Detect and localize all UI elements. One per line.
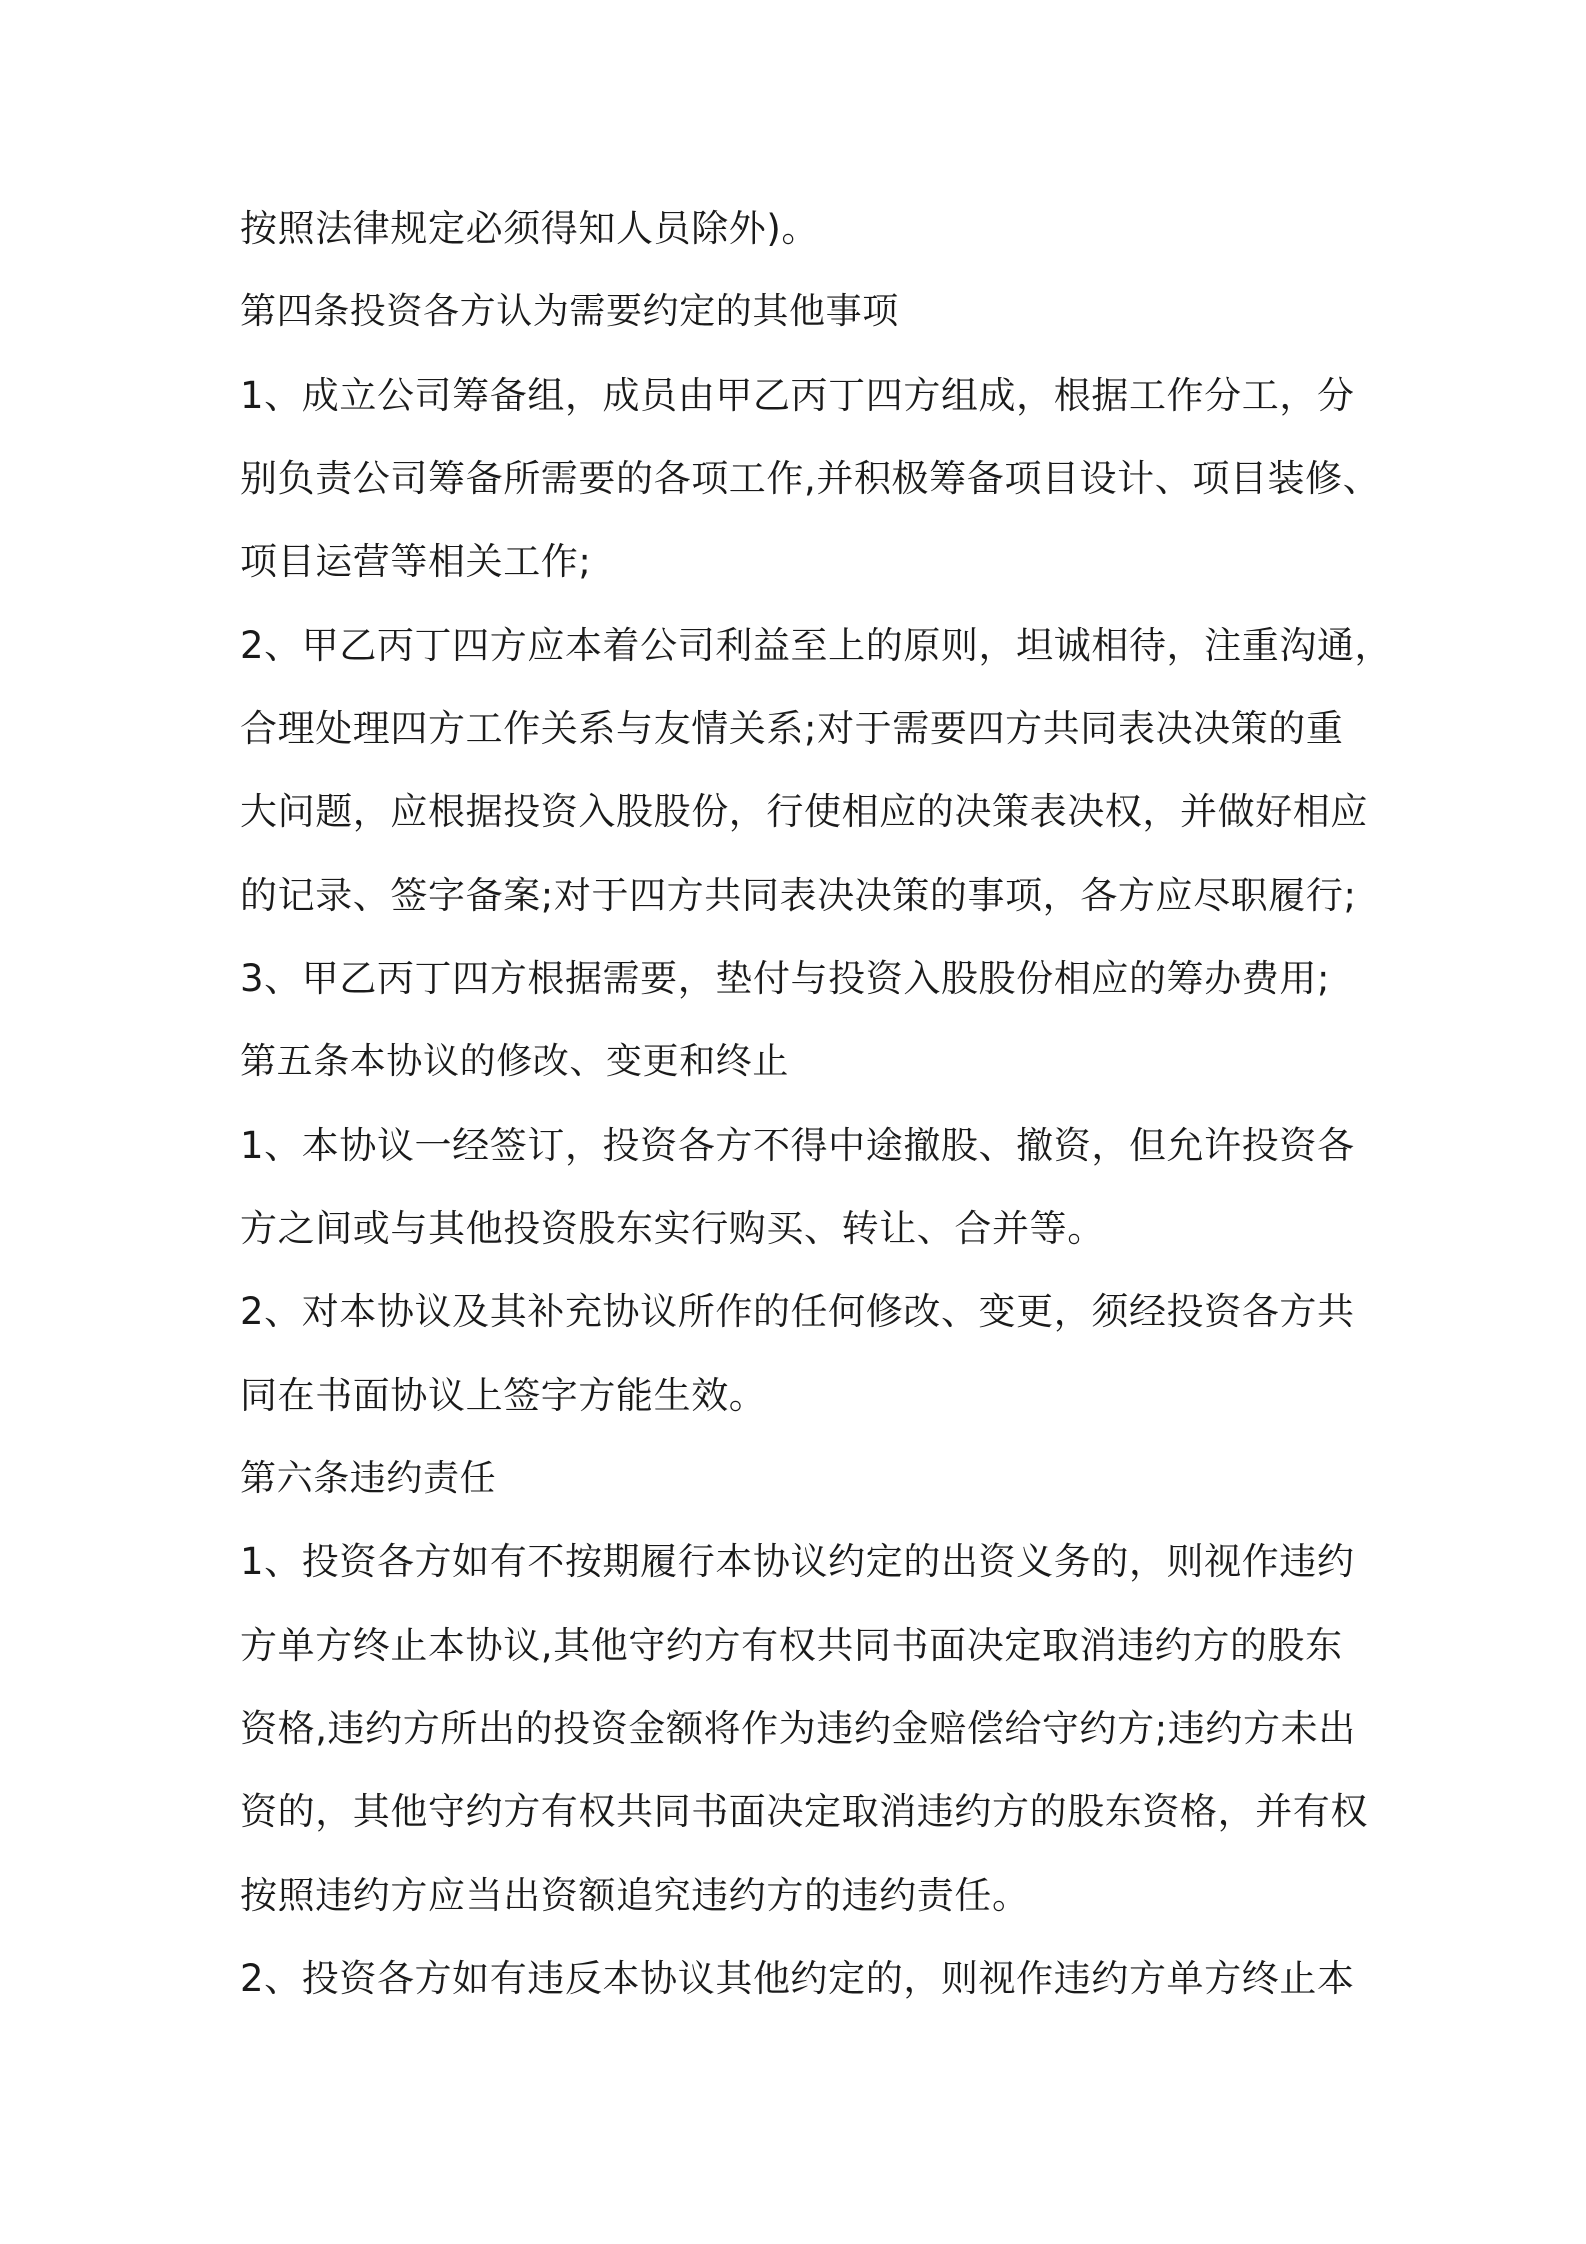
article-4-item-2-line-2: 合理处理四方工作关系与友情关系;对于需要四方共同表决决策的重	[240, 707, 1344, 750]
article-4-item-2-line-4: 的记录、签字备案;对于四方共同表决决策的事项，各方应尽职履行;	[240, 874, 1357, 917]
article-6-item-1-line-1: 1、投资各方如有不按期履行本协议约定的出资义务的，则视作违约	[240, 1540, 1355, 1583]
article-4-heading: 第四条投资各方认为需要约定的其他事项	[240, 291, 899, 332]
article-6-item-2-line-1: 2、投资各方如有违反本协议其他约定的，则视作违约方单方终止本	[240, 1957, 1355, 2000]
article-4-item-3: 3、甲乙丙丁四方根据需要，垫付与投资入股股份相应的筹办费用;	[240, 957, 1331, 1000]
article-5-item-2-line-2: 同在书面协议上签字方能生效。	[240, 1374, 767, 1417]
article-4-item-2-line-3: 大问题，应根据投资入股股份，行使相应的决策表决权，并做好相应	[240, 790, 1368, 833]
article-6-item-1-line-4: 资的，其他守约方有权共同书面决定取消违约方的股东资格，并有权	[240, 1790, 1368, 1833]
article-4-item-2-line-1: 2、甲乙丙丁四方应本着公司利益至上的原则，坦诚相待，注重沟通，	[240, 624, 1393, 667]
article-6-heading: 第六条违约责任	[240, 1458, 497, 1499]
text-line-continuation: 按照法律规定必须得知人员除外)。	[240, 207, 820, 250]
article-4-item-1-line-1: 1、成立公司筹备组，成员由甲乙丙丁四方组成，根据工作分工，分	[240, 374, 1355, 417]
article-5-heading: 第五条本协议的修改、变更和终止	[240, 1041, 790, 1082]
article-6-item-1-line-5: 按照违约方应当出资额追究违约方的违约责任。	[240, 1874, 1030, 1917]
article-4-item-1-line-3: 项目运营等相关工作;	[240, 540, 592, 583]
article-6-item-1-line-2: 方单方终止本协议,其他守约方有权共同书面决定取消违约方的股东	[240, 1624, 1343, 1667]
article-6-item-1-line-3: 资格,违约方所出的投资金额将作为违约金赔偿给守约方;违约方未出	[240, 1707, 1356, 1750]
article-5-item-2-line-1: 2、对本协议及其补充协议所作的任何修改、变更，须经投资各方共	[240, 1290, 1355, 1333]
article-5-item-1-line-2: 方之间或与其他投资股东实行购买、转让、合并等。	[240, 1207, 1105, 1250]
article-4-item-1-line-2: 别负责公司筹备所需要的各项工作,并积极筹备项目设计、项目装修、	[240, 457, 1381, 500]
article-5-item-1-line-1: 1、本协议一经签订，投资各方不得中途撤股、撤资，但允许投资各	[240, 1124, 1355, 1167]
